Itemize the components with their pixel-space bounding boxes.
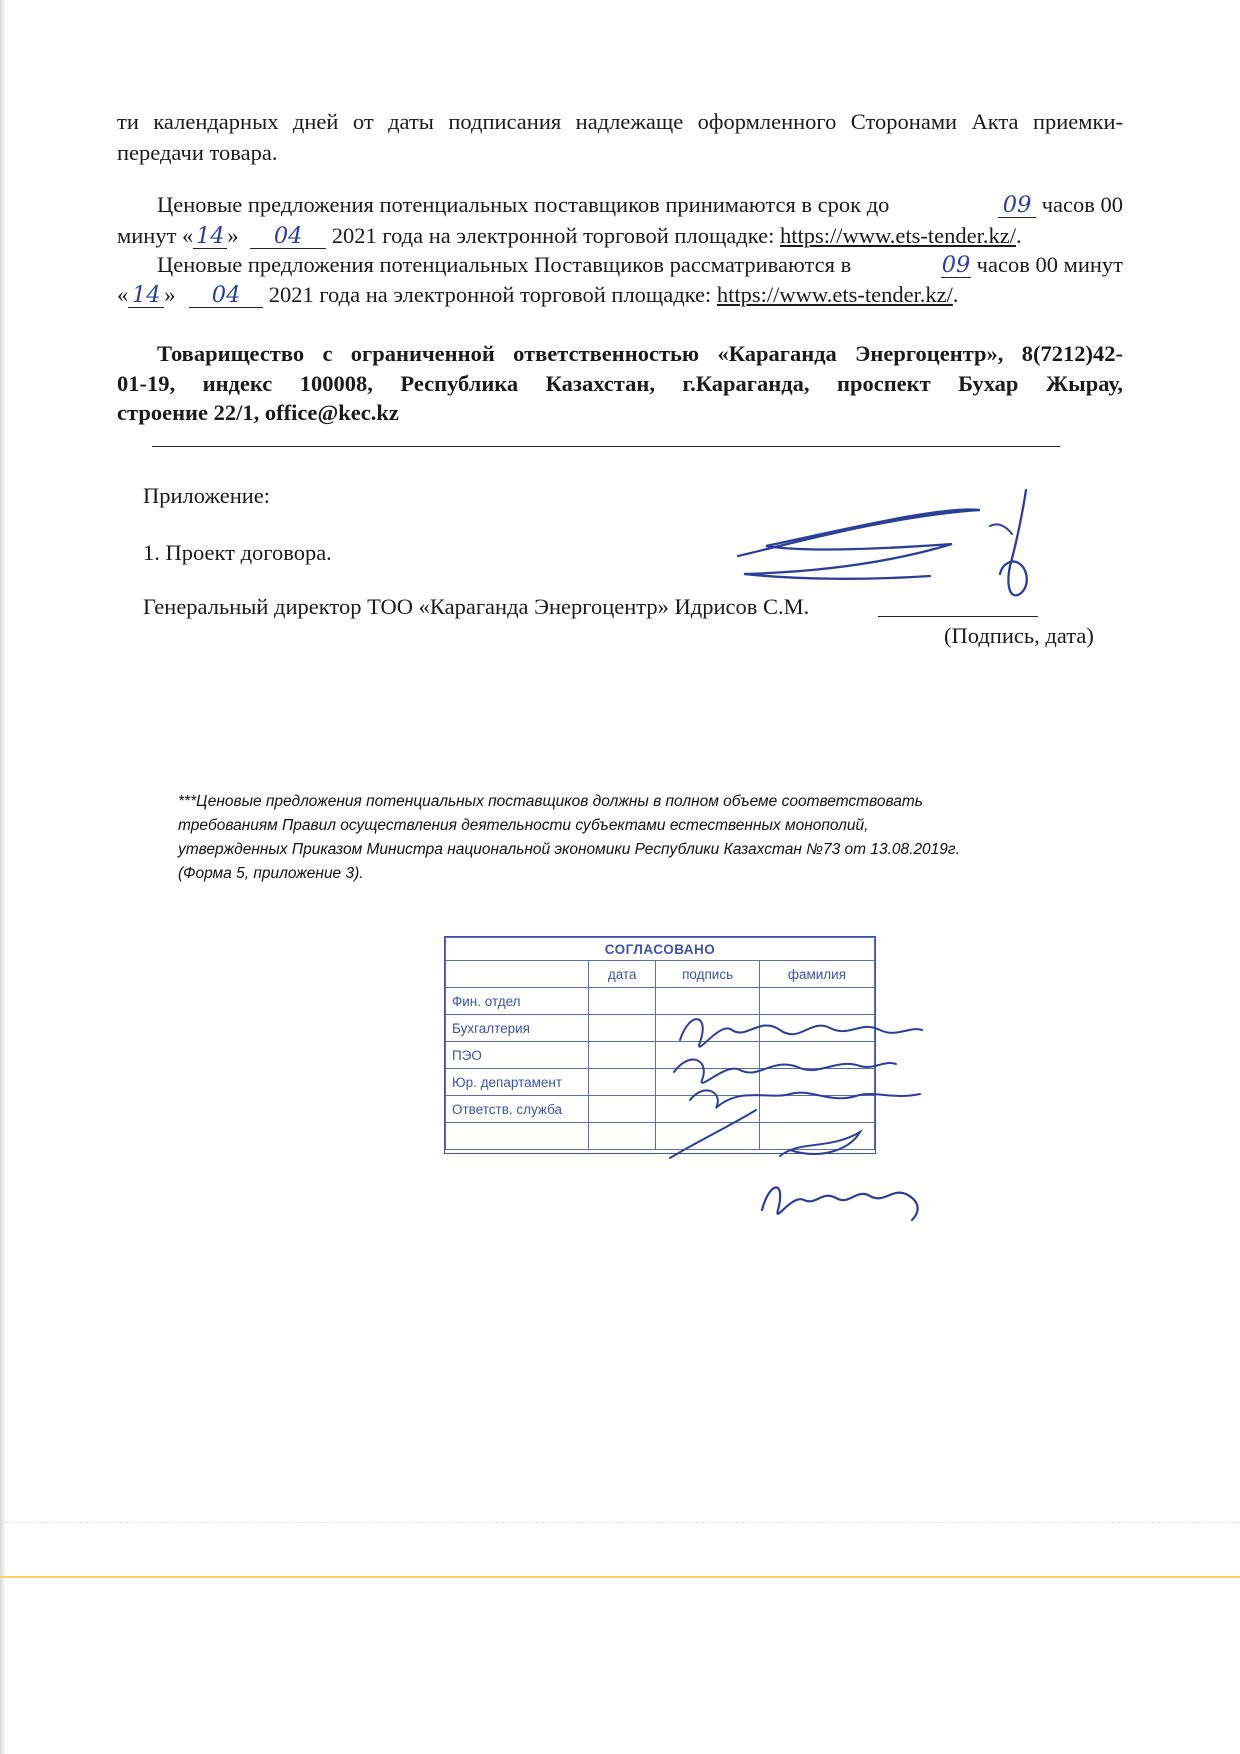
paragraph-3-line-1 [157, 250, 1123, 280]
approval-col-empty [446, 961, 589, 988]
paragraph-2-line-1 [157, 190, 1123, 220]
appendix-item-1: 1. Проект договора. [143, 540, 332, 565]
paragraph-1-line-2: передачи товара. [117, 140, 278, 165]
footnote-line-1: ***Ценовые предложения потенциальных поставщиков должны в полном объеме соответствовать [178, 793, 923, 810]
p2-text-b1: минут « [117, 223, 194, 248]
approval-row-label: Фин. отдел [446, 988, 589, 1015]
footer-dotted-line [0, 1522, 1240, 1523]
paragraph-2-line-2 [117, 221, 1022, 251]
paragraph-1-line-1: ти календарных дней от даты подписания надлежаще оформленного Сторонами Акта приемки- [117, 109, 1123, 134]
approval-row-label [446, 1123, 589, 1150]
paragraph-3-line-2 [117, 280, 959, 310]
p3-tender-link[interactable]: https://www.ets-tender.kz/ [716, 282, 953, 307]
p3-text-b2: » [164, 282, 176, 307]
p2-month-handwritten: 04 [250, 224, 326, 249]
approval-row-label: Ответств. служба [446, 1096, 589, 1123]
footnote-line-3: утвержденных Приказом Министра национальной экономики Республики Казахстан №73 от 13.08.2019г. [178, 841, 960, 858]
approval-col-surname: фамилия [759, 961, 874, 988]
approval-row-label: Бухгалтерия [446, 1015, 589, 1042]
footer-rule [0, 1576, 1240, 1578]
p3-text-b4: . [952, 282, 959, 307]
p2-text-b2: » [227, 223, 239, 248]
company-line-1: Товарищество с ограниченной ответственностью «Караганда Энергоцентр», 8(7212)42- [157, 341, 1123, 366]
p3-text-a2: часов 00 минут [976, 252, 1123, 277]
p3-hour-handwritten: 09 [941, 252, 971, 278]
company-line-2: 01-19, индекс 100008, Республика Казахстан, г.Караганда, проспект Бухар Жырау, [117, 371, 1123, 396]
p3-day-handwritten: 14 [128, 283, 164, 308]
director-signature-line: Генеральный директор ТОО «Караганда Энергоцентр» Идрисов С.М. [143, 594, 810, 619]
footnote [178, 790, 1123, 886]
company-line-3: строение 22/1, office@kec.kz [117, 400, 399, 425]
approval-handwritten-name [752, 1170, 932, 1230]
appendix-heading: Приложение: [143, 483, 271, 508]
signature-caption: (Подпись, дата) [944, 623, 1094, 648]
approval-table [445, 937, 875, 1150]
approval-col-date: дата [589, 961, 656, 988]
p2-text-b3: 2021 года на электронной торговой площадке: [331, 223, 775, 248]
p3-text-b1: « [117, 282, 129, 307]
approval-stamp [444, 936, 876, 1154]
p2-day-handwritten: 14 [193, 224, 227, 249]
p3-text-a1: Ценовые предложения потенциальных Поставщиков рассматриваются в [157, 252, 852, 277]
p3-month-handwritten: 04 [189, 283, 263, 308]
footnote-line-4: (Форма 5, приложение 3). [178, 865, 364, 882]
p2-hour-handwritten: 09 [998, 193, 1036, 218]
approval-col-signature: подпись [656, 961, 760, 988]
p2-text-b4: . [1015, 223, 1022, 248]
footnote-line-2: требованиям Правил осуществления деятельности субъектами естественных монополий, [178, 817, 869, 834]
approval-row-label: Юр. департамент [446, 1069, 589, 1096]
approval-title: СОГЛАСОВАНО [446, 938, 875, 961]
p2-tender-link[interactable]: https://www.ets-tender.kz/ [779, 223, 1016, 248]
p3-text-b3: 2021 года на электронной торговой площадке: [268, 282, 712, 307]
p2-text-a1: Ценовые предложения потенциальных поставщиков принимаются в срок до [157, 192, 890, 217]
p2-text-a2: часов 00 [1041, 192, 1123, 217]
approval-row-label: ПЭО [446, 1042, 589, 1069]
scan-edge [0, 0, 6, 1754]
separator-rule [152, 446, 1060, 447]
signature-blank [878, 616, 1038, 617]
